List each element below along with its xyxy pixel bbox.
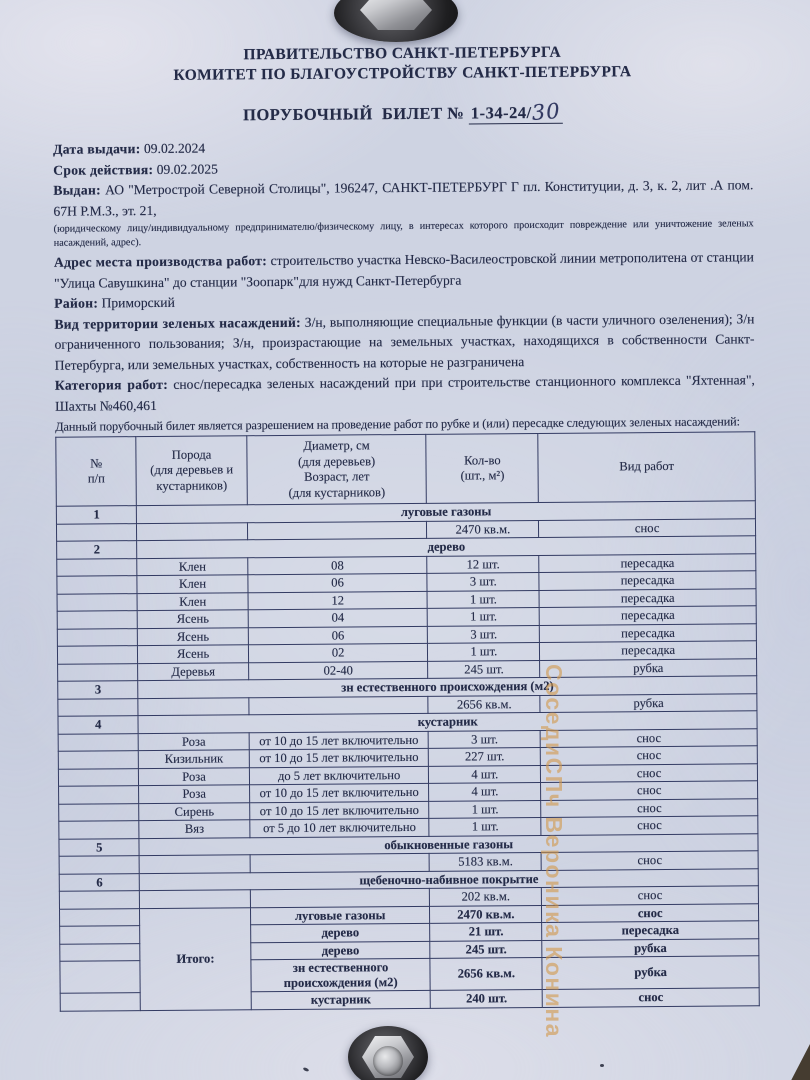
species-cell: Кизильник (139, 750, 250, 768)
diameter-age-cell: от 10 до 15 лет включительно (249, 783, 429, 802)
issued-to-footnote: (юридическому лицу/индивидуальному предпринимателю/физическому лицу, в интересах которого происходит повреждение или уничтожение зеленых насаждений, адрес). (53, 218, 754, 249)
quantity-cell: 4 шт. (429, 765, 541, 783)
work-type-cell: пересадка (539, 553, 756, 572)
mounting-bolt-bottom-icon (348, 1026, 428, 1080)
field-label: Дата выдачи: (52, 141, 141, 157)
work-type-cell: пересадка (539, 606, 756, 625)
column-header: Диаметр, см (для деревьев) Возраст, лет (для кустарников) (247, 434, 427, 504)
field-value: снос/пересадка зеленых насаждений при при строительстве станционного комплекса "Яхтенная", Шахты №460,461 (54, 372, 755, 414)
column-header: Кол-во (шт., м²) (426, 433, 538, 503)
quantity-cell: 1 шт. (427, 590, 539, 608)
totals-quantity-cell: 2656 кв.м. (430, 957, 542, 990)
quantity-cell: 4 шт. (429, 782, 541, 800)
totals-category-cell: кустарник (251, 990, 431, 1009)
work-type-cell: снос (541, 851, 758, 870)
diameter-age-cell (250, 888, 430, 907)
group-number: 6 (59, 873, 140, 891)
totals-work-type-cell: пересадка (542, 921, 759, 940)
row-number-cell (59, 891, 140, 909)
quantity-cell: 3 шт. (428, 625, 540, 643)
row-number-cell (57, 593, 138, 611)
totals-work-type-cell: рубка (542, 938, 759, 957)
table-body (56, 501, 759, 1011)
diameter-age-cell: 06 (248, 626, 428, 645)
quantity-cell: 3 шт. (427, 572, 539, 590)
species-cell: Деревья (138, 662, 249, 680)
quantity-cell: 2470 кв.м. (427, 520, 539, 538)
work-type-cell: снос (541, 781, 758, 800)
totals-category-cell: луговые газоны (250, 906, 430, 925)
field-issued-to (53, 175, 753, 221)
dust-speck (600, 1064, 604, 1067)
field-label: Адрес места производства работ: (53, 253, 268, 270)
board-corner-shadow (776, 1040, 810, 1080)
field-work-category (55, 370, 755, 416)
column-header: Вид работ (538, 432, 755, 503)
field-value: 09.02.2024 (143, 140, 206, 157)
row-number-cell (60, 926, 141, 944)
row-number-cell (58, 698, 139, 716)
species-cell (139, 855, 250, 873)
row-number-cell (59, 908, 140, 926)
row-number-cell (59, 786, 140, 804)
quantity-cell: 1 шт. (428, 642, 540, 660)
work-type-cell: снос (542, 886, 759, 905)
group-category: обыкновенные газоны (139, 833, 758, 855)
group-category: кустарник (138, 711, 757, 733)
field-work-address (54, 247, 754, 293)
group-number: 1 (56, 506, 137, 524)
quantity-cell: 202 кв.м. (430, 887, 542, 905)
work-type-cell: снос (539, 518, 756, 537)
diameter-age-cell: 12 (248, 591, 428, 610)
field-value: АО "Метрострой Северной Столицы", 196247, САНКТ-ПЕТЕРБУРГ Г пл. Конституции, д. 3, к. 2, лит .А пом. 67Н Р.М.З., эт. 21, (53, 177, 754, 219)
quantity-cell: 227 шт. (429, 747, 541, 765)
quantity-cell: 245 шт. (428, 660, 540, 678)
row-number-cell (58, 663, 139, 681)
quantity-cell: 3 шт. (429, 730, 541, 748)
dust-speck (303, 1067, 310, 1072)
diameter-age-cell (247, 521, 427, 540)
totals-category-cell: дерево (251, 941, 431, 960)
field-label: Срок действия: (53, 161, 154, 178)
diameter-age-cell: 06 (248, 573, 428, 592)
species-cell: Роза (139, 785, 250, 803)
work-type-cell: снос (541, 798, 758, 817)
species-cell: Роза (139, 767, 250, 785)
table-head-row (56, 432, 756, 506)
column-header: № п/п (56, 437, 137, 507)
species-cell: Роза (138, 732, 249, 750)
permit-title-text: ПОРУБОЧНЫЙ БИЛЕТ № (243, 103, 469, 125)
mounting-bolt-top-icon (334, 0, 458, 42)
row-number-cell (59, 821, 140, 839)
field-label: Вид территории зеленых насаждений: (54, 314, 301, 332)
diameter-age-cell (249, 696, 429, 715)
field-label: Выдан: (53, 182, 101, 198)
totals-label: Итого: (140, 907, 251, 1010)
species-cell: Клен (137, 592, 248, 610)
species-cell: Вяз (139, 820, 250, 838)
totals-quantity-cell: 21 шт. (430, 922, 542, 940)
diameter-age-cell (250, 853, 430, 872)
group-category: щебеночно-набивное покрытие (140, 868, 759, 890)
row-number-cell (60, 943, 141, 961)
bolt-screw-cap (373, 1046, 403, 1076)
row-number-cell (60, 961, 141, 994)
totals-work-type-cell: рубка (542, 956, 759, 990)
work-type-cell: пересадка (539, 588, 756, 607)
totals-quantity-cell: 2470 кв.м. (430, 905, 542, 923)
quantity-cell: 1 шт. (429, 800, 541, 818)
group-category: зн естественного происхождения (м2) (138, 676, 757, 698)
row-number-cell (58, 733, 139, 751)
row-number-cell (57, 628, 138, 646)
permit-document (52, 41, 760, 1011)
totals-work-type-cell: снос (542, 988, 759, 1007)
totals-category-cell: дерево (250, 923, 430, 942)
diameter-age-cell: от 10 до 15 лет включительно (249, 801, 429, 820)
diameter-age-cell: 02 (248, 643, 428, 662)
row-number-cell (59, 803, 140, 821)
totals-quantity-cell: 245 шт. (430, 940, 542, 958)
row-number-cell (60, 993, 141, 1011)
diameter-age-cell: 02-40 (248, 661, 428, 680)
permit-number-printed: 1-34-24/ (470, 103, 532, 123)
species-cell (137, 522, 248, 540)
work-type-cell: пересадка (540, 641, 757, 660)
work-type-cell: рубка (540, 693, 757, 712)
totals-quantity-cell: 240 шт. (431, 989, 543, 1007)
diameter-age-cell: 08 (248, 556, 428, 575)
row-number-cell (58, 768, 139, 786)
diameter-age-cell: до 5 лет включительно (249, 766, 429, 785)
group-number: 5 (59, 838, 140, 856)
quantity-cell: 1 шт. (428, 607, 540, 625)
work-type-cell: снос (541, 763, 758, 782)
quantity-cell: 2656 кв.м. (428, 695, 540, 713)
quantity-cell: 5183 кв.м. (430, 852, 542, 870)
group-number: 3 (58, 681, 139, 699)
row-number-cell (57, 646, 138, 664)
government-header-line2: КОМИТЕТ ПО БЛАГОУСТРОЙСТВУ САНКТ-ПЕТЕРБУРГА (173, 63, 632, 84)
diameter-age-cell: от 10 до 15 лет включительно (249, 748, 429, 767)
field-value: строительство участка Невско-Василеостровской линии метрополитена от станции "Улица Савушкина" до станции "Зоопарк"для нужд Санкт-Петербурга (54, 249, 754, 291)
permit-number (469, 98, 563, 125)
species-cell: Ясень (138, 627, 249, 645)
field-value: З/н, выполняющие специальные функции (в части уличного озеленения); З/н ограниченного пользования; З/н, произрастающие на земельных участках, находящихся в собственности Санкт-Петербурга, или земельных участках, собственность на которые не разграничена (54, 310, 755, 373)
row-number-cell (56, 523, 137, 541)
quantity-cell: 1 шт. (429, 817, 541, 835)
group-number: 2 (57, 541, 138, 559)
field-label: Категория работ: (54, 376, 169, 393)
row-number-cell (57, 558, 138, 576)
group-number: 4 (58, 716, 139, 734)
work-type-cell: снос (541, 816, 758, 835)
work-type-cell: рубка (540, 658, 757, 677)
diameter-age-cell: от 5 до 10 лет включительно (250, 818, 430, 837)
species-cell: Клен (137, 575, 248, 593)
permit-title (53, 97, 753, 126)
row-number-cell (57, 576, 138, 594)
government-header-line1: ПРАВИТЕЛЬСТВО САНКТ-ПЕТЕРБУРГА (243, 43, 562, 64)
totals-category-cell: зн естественного происхождения (м2) (251, 958, 431, 991)
permission-note: Данный порубочный билет является разрешением на проведение работ по рубке и (или) пересадке следующих зеленых насаждений: (55, 414, 741, 434)
field-value: Приморский (101, 294, 175, 311)
field-value: 09.02.2025 (156, 160, 218, 177)
species-cell (138, 697, 249, 715)
felling-table (55, 431, 759, 1011)
row-number-cell (58, 751, 139, 769)
diameter-age-cell: от 10 до 15 лет включительно (249, 731, 429, 750)
watermark-text: СоседиСПч Вероника Конина (541, 664, 567, 1039)
species-cell: Ясень (138, 610, 249, 628)
totals-work-type-cell: снос (542, 903, 759, 922)
species-cell: Ясень (138, 645, 249, 663)
field-label: Район: (54, 295, 99, 311)
work-type-cell: снос (540, 728, 757, 747)
work-type-cell: пересадка (540, 623, 757, 642)
column-header: Порода (для деревьев и кустарников) (136, 436, 247, 506)
field-territory-type (54, 309, 754, 376)
species-cell: Клен (137, 557, 248, 575)
species-cell (140, 890, 251, 908)
group-category: дерево (137, 536, 756, 558)
species-cell: Сирень (139, 802, 250, 820)
group-category: луговые газоны (137, 501, 756, 523)
quantity-cell: 12 шт. (427, 555, 539, 573)
work-type-cell: снос (541, 746, 758, 765)
permit-number-handwritten: 30 (530, 98, 562, 125)
diameter-age-cell: 04 (248, 608, 428, 627)
work-type-cell: пересадка (539, 571, 756, 590)
row-number-cell (59, 856, 140, 874)
row-number-cell (57, 611, 138, 629)
